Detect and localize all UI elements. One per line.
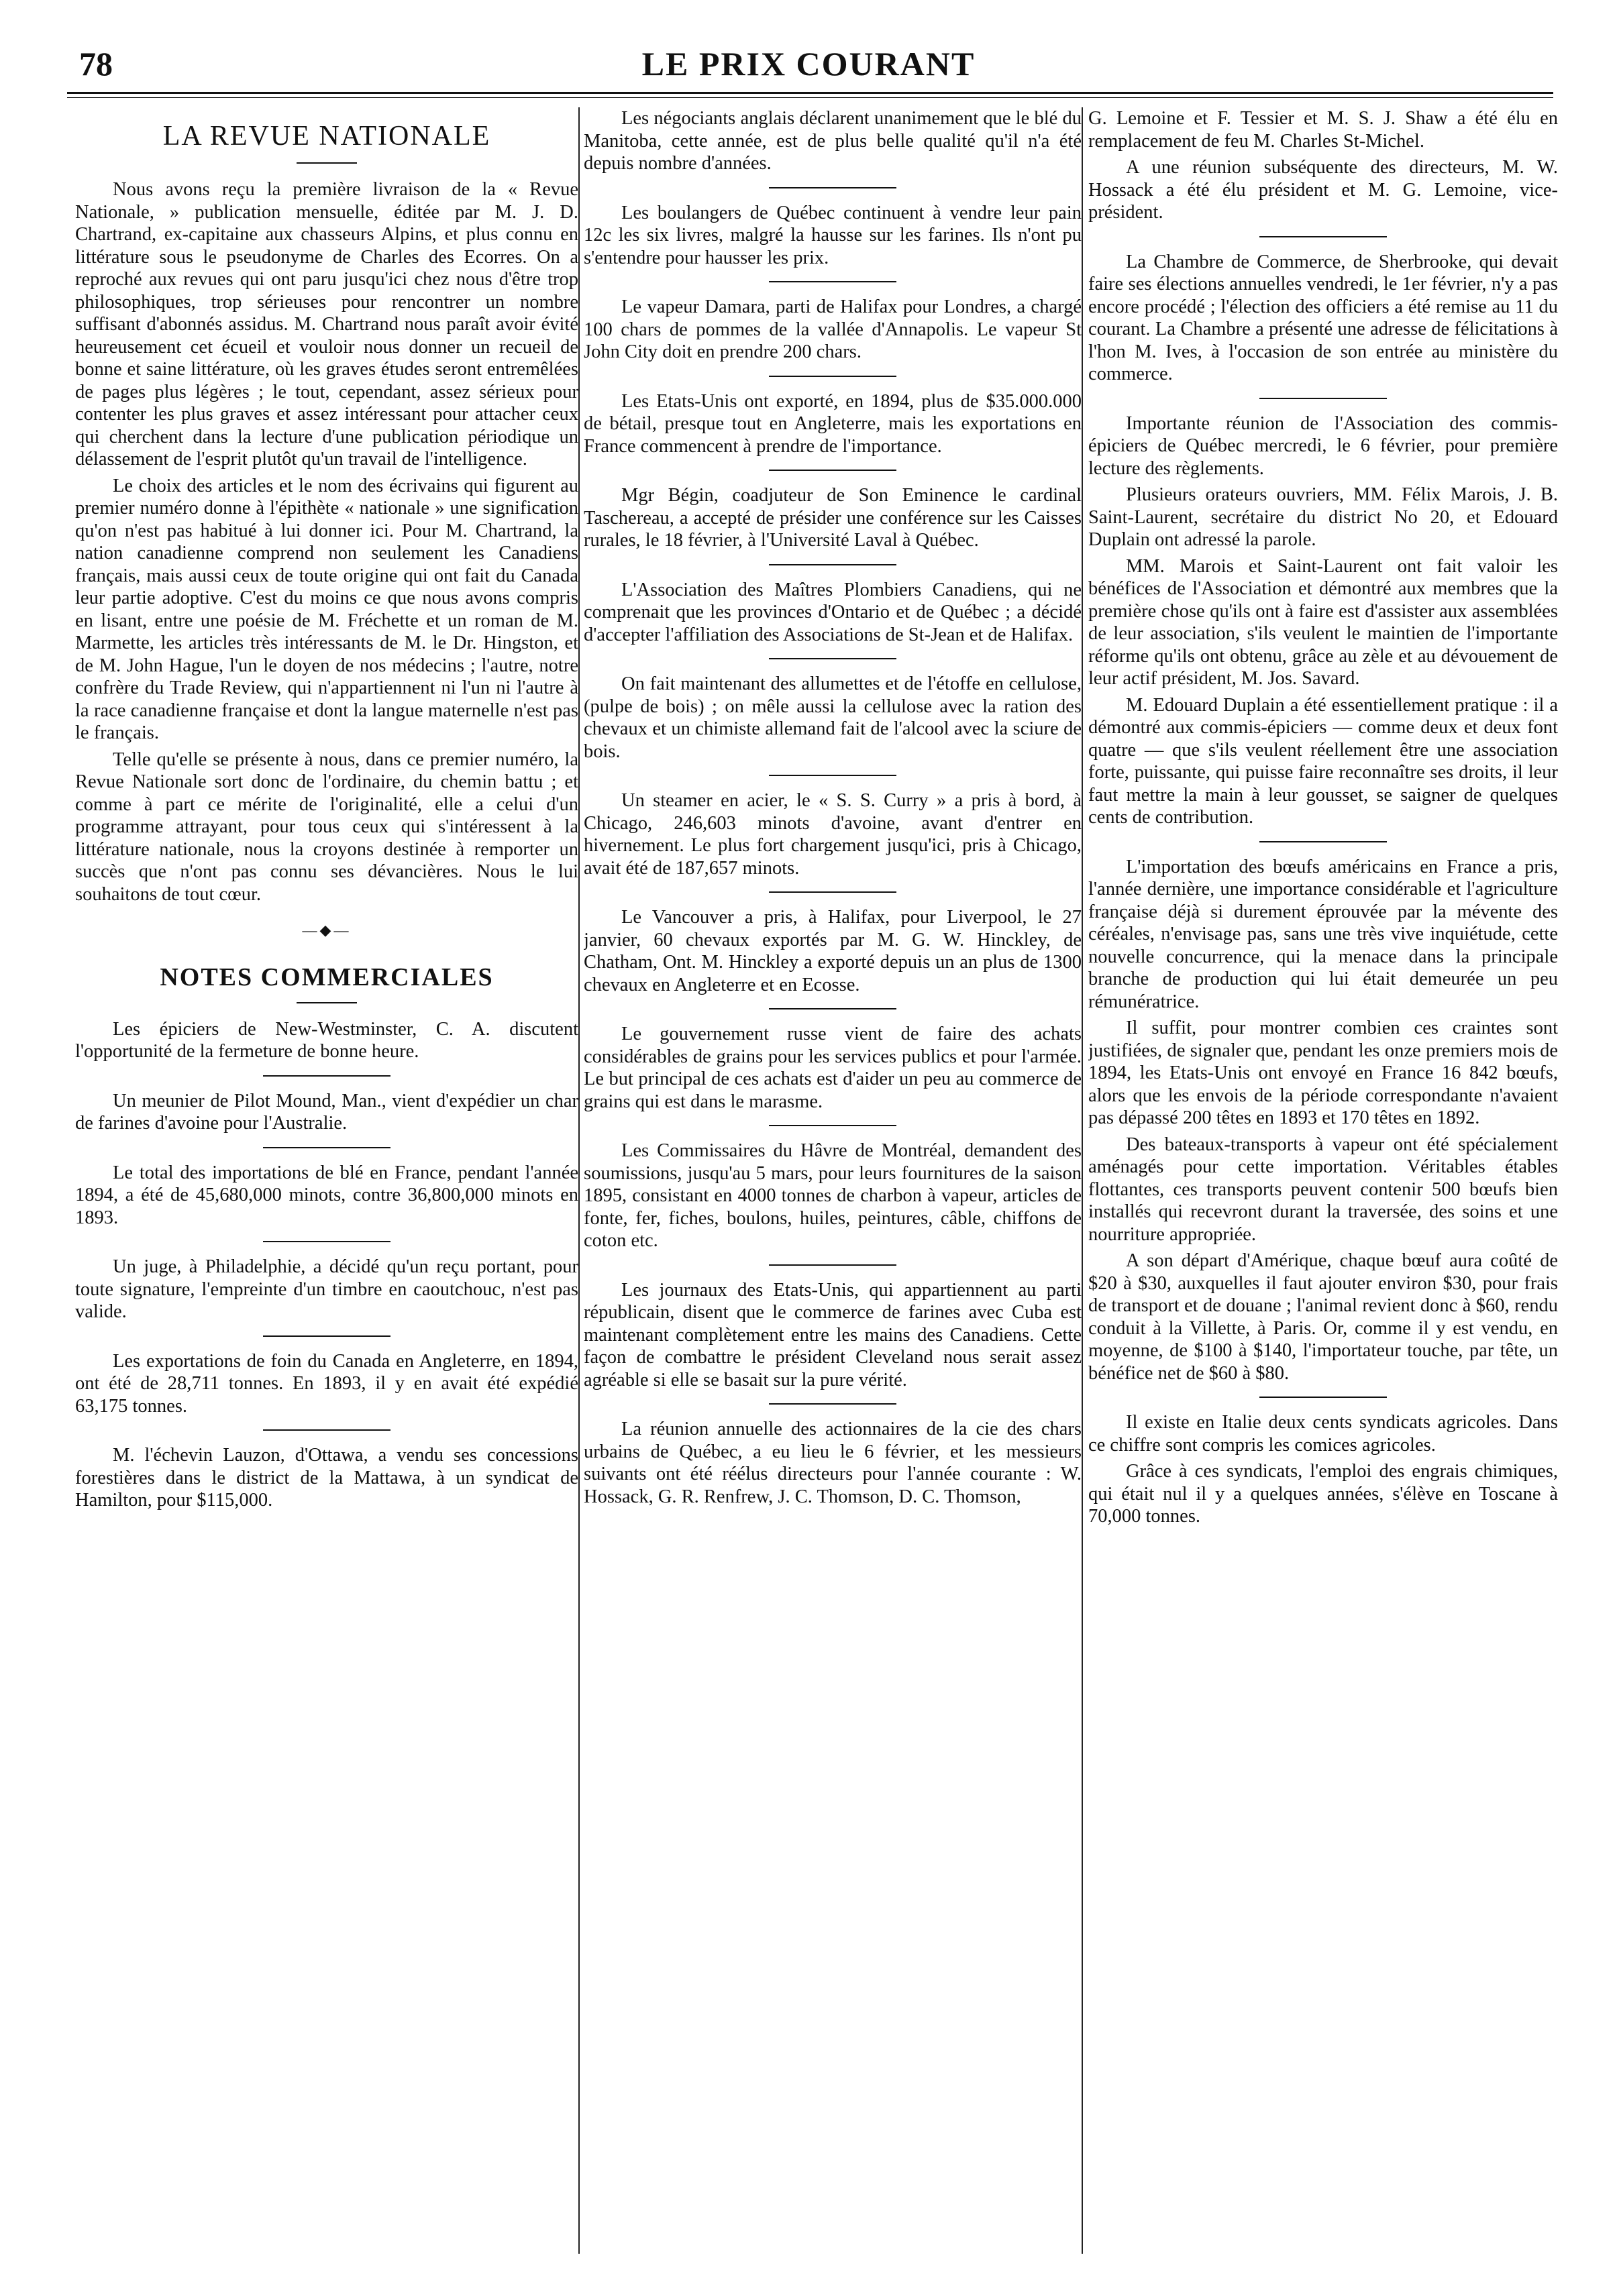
- item-separator: [263, 1075, 390, 1077]
- item-separator: [263, 1429, 390, 1431]
- news-item: La réunion annuelle des actionnaires de la cie des chars urbains de Québec, a eu lieu le 6 février, et les messieurs suivants ont été réélus directeurs pour l'année courante : W. Hossack, G. R. Renfrew, J. C. Thomson, D. C. Thomson,: [584, 1419, 1082, 1507]
- news-item: L'importation des bœufs américains en France a pris, l'année dernière, une importance considérable et l'agriculture française déjà si durement éprouvée par la mévente des céréales, n'envisage pas, sans une très vive inquiétude, cette nouvelle concurrence, qui la menace dans la principale branche de production qui lui était demeurée un peu rémunératrice.: [1088, 856, 1558, 1012]
- item-separator: [769, 891, 896, 893]
- news-item: Un meunier de Pilot Mound, Man., vient d'expédier un char de farines d'avoine pour l'Australie.: [75, 1090, 578, 1134]
- item-separator: [769, 564, 896, 565]
- news-item: Grâce à ces syndicats, l'emploi des engrais chimiques, qui était nul il y a quelques années, s'élève en Toscane à 70,000 tonnes.: [1088, 1461, 1558, 1527]
- item-separator: [1259, 236, 1387, 237]
- item-separator: [769, 1125, 896, 1126]
- column-left: [75, 107, 578, 2254]
- news-item: La Chambre de Commerce, de Sherbrooke, qui devait faire ses élections annuelles vendredi, le 1er février, n'y a pas encore procédé ; l'élection des officiers a été remise au 11 du courant. La Chambre a présenté une adresse de félicitations à l'hon M. Ives, à l'occasion de son entrée au ministère du commerce.: [1088, 251, 1558, 384]
- section-title-revue-nationale: LA REVUE NATIONALE: [162, 121, 491, 152]
- news-item: Les négociants anglais déclarent unanimement que le blé du Manitoba, cette année, est de plus belle qualité qu'il n'a été depuis nombre d'années.: [584, 108, 1082, 174]
- news-item: Le Vancouver a pris, à Halifax, pour Liverpool, le 27 janvier, 60 chevaux exportés par M. G. W. Hinckley, de Chatham, Ont. M. Hinckley a exporté depuis un an plus de 1300 chevaux en Angleterre et en Ecosse.: [584, 907, 1082, 995]
- news-item: Un steamer en acier, le « S. S. Curry » a pris à bord, à Chicago, 246,603 minots d'avoine, avant d'entrer en hivernement. Le plus fort chargement jusqu'ici, pris à Chicago, avait été de 187,657 minots.: [584, 790, 1082, 879]
- item-separator: [263, 1147, 390, 1148]
- news-item: Il existe en Italie deux cents syndicats agricoles. Dans ce chiffre sont compris les comices agricoles.: [1088, 1412, 1558, 1456]
- section-title-notes-commerciales: NOTES COMMERCIALES: [160, 963, 494, 991]
- item-separator: [769, 187, 896, 188]
- news-item-continued: G. Lemoine et F. Tessier et M. S. J. Shaw a été élu en remplacement de feu M. Charles St-Michel.: [1088, 108, 1558, 152]
- item-separator: [1259, 1397, 1387, 1398]
- news-item: Un juge, à Philadelphie, a décidé qu'un reçu portant, pour toute signature, l'empreinte d'un timbre en caoutchouc, n'est pas valide.: [75, 1256, 578, 1322]
- page-number: 78: [79, 45, 113, 83]
- news-item: Les épiciers de New-Westminster, C. A. discutent l'opportunité de la fermeture de bonne heure.: [75, 1018, 578, 1062]
- news-item: A une réunion subséquente des directeurs, M. W. Hossack a été élu président et M. G. Lemoine, vice-président.: [1088, 157, 1558, 223]
- item-separator: [263, 1335, 390, 1337]
- header-rule: [67, 92, 1553, 94]
- news-item: L'Association des Maîtres Plombiers Canadiens, qui ne comprenait que les provinces d'Ontario et de Québec ; a décidé d'accepter l'affiliation des Associations de St-Jean et de Halifax.: [584, 579, 1082, 645]
- news-item: Les Etats-Unis ont exporté, en 1894, plus de $35.000.000 de bétail, presque tout en Angleterre, mais les exportations en France commencent à prendre de l'importance.: [584, 390, 1082, 457]
- item-separator: [769, 1403, 896, 1405]
- item-separator: [769, 1008, 896, 1009]
- column-right: [1088, 107, 1558, 2254]
- news-item: On fait maintenant des allumettes et de l'étoffe en cellulose, (pulpe de bois) ; on mêle aussi la cellulose avec la ration des chevaux et un chimiste allemand fait de l'alcool avec la sciure de bois.: [584, 673, 1082, 762]
- news-item: M. l'échevin Lauzon, d'Ottawa, a vendu ses concessions forestières dans le district de la Mattawa, à un syndicat de Hamilton, pour $115,000.: [75, 1445, 578, 1511]
- column-divider: [578, 107, 580, 2254]
- news-item: Les journaux des Etats-Unis, qui appartiennent au parti républicain, disent que le commerce de farines avec Cuba est maintenant complètement entre les mains des Canadiens. Cette façon de combattre le président Cleveland nous serait assez agréable si elle se basait sur la pure vérité.: [584, 1279, 1082, 1390]
- news-item: MM. Marois et Saint-Laurent ont fait valoir les bénéfices de l'Association et démontré aux membres que la première chose qu'ils ont à faire est d'assister aux assemblées de leur association, s'ils veulent le maintien de l'importante réforme qu'ils ont obtenu, grâce au zèle et au dévouement de leur actif président, M. Jos. Savard.: [1088, 555, 1558, 689]
- header-rule-thin: [67, 97, 1553, 98]
- ornament-divider: —◆—: [302, 922, 352, 938]
- news-item: Les Commissaires du Hâvre de Montréal, demandent des soumissions, jusqu'au 5 mars, pour leurs fournitures de la saison 1895, consistant en 4000 tonnes de charbon à vapeur, articles de fonte, fer, fiches, boulons, huiles, peintures, câble, chiffons de coton etc.: [584, 1140, 1082, 1251]
- item-separator: [1259, 841, 1387, 842]
- title-rule: [297, 162, 357, 164]
- news-item: Plusieurs orateurs ouvriers, MM. Félix Marois, J. B. Saint-Laurent, secrétaire du district No 20, et Edouard Duplain ont adressé la parole.: [1088, 484, 1558, 550]
- masthead: LE PRIX COURANT: [641, 45, 976, 83]
- news-item: M. Edouard Duplain a été essentiellement pratique : il a démontré aux commis-épiciers — comme deux et deux font quatre — que s'ils veulent réellement être une association forte, puissante, qui puisse faire reconnaître ses droits, il leur faut mettre la main à leur gousset, se saigner de quelques cents de contribution.: [1088, 694, 1558, 828]
- news-item: Le vapeur Damara, parti de Halifax pour Londres, a chargé 100 chars de pommes de la vallée d'Annapolis. Le vapeur St John City doit en prendre 200 chars.: [584, 296, 1082, 362]
- item-separator: [769, 1264, 896, 1266]
- title-rule: [297, 1002, 357, 1003]
- news-item: Des bateaux-transports à vapeur ont été spécialement aménagés pour cette importation. Véritables étables flottantes, ces transports peuvent contenir 500 bœufs bien installés qui recevront durant la traversée, des soins et une nourriture appropriée.: [1088, 1134, 1558, 1245]
- article-paragraph: Telle qu'elle se présente à nous, dans ce premier numéro, la Revue Nationale sort donc de l'ordinaire, du chemin battu ; et comme à part ce mérite de l'originalité, elle a celui d'un programme attrayant, pour tous ceux qui s'intéressent à la littérature nationale, nous la croyons destinée à remporter un succès que n'ont pas connu ses dévancières. Nous le lui souhaitons de tout cœur.: [75, 749, 578, 905]
- column-divider: [1082, 107, 1083, 2254]
- news-item: A son départ d'Amérique, chaque bœuf aura coûté de $20 à $30, auxquelles il faut ajouter environ $30, pour frais de transport et de douane ; l'animal revient donc à $60, rendu conduit à la Villette, à Paris. Or, comme il y est vendu, en moyenne, de $100 à $140, l'importateur touche, par tête, un bénéfice net de $60 à $80.: [1088, 1250, 1558, 1384]
- item-separator: [769, 775, 896, 776]
- news-item: Les boulangers de Québec continuent à vendre leur pain 12c les six livres, malgré la hausse sur les farines. Ils n'ont pu s'entendre pour hausser les prix.: [584, 202, 1082, 268]
- news-item: Il suffit, pour montrer combien ces craintes sont justifiées, de signaler que, pendant les onze premiers mois de 1894, les Etats-Unis ont envoyé en France 16 842 bœufs, alors que les envois de la période correspondante n'avaient pas dépassé 200 têtes en 1893 et 170 têtes en 1892.: [1088, 1018, 1558, 1128]
- item-separator: [769, 658, 896, 659]
- article-paragraph: Nous avons reçu la première livraison de la « Revue Nationale, » publication mensuelle, éditée par M. J. D. Chartrand, ex-capitaine aux chasseurs Alpins, et plus connu en littérature sous le pseudonyme de Charles des Ecorres. On a reproché aux revues qui ont paru jusqu'ici chez nous d'être trop philosophiques, trop sérieuses pour rencontrer un nombre suffisant d'abonnés assidus. M. Chartrand nous paraît avoir évité heureusement cet écueil et vouloir nous donner un recueil de bonne et saine littérature, où les graves études seront entremêlées de pages plus légères ; le tout, cependant, assez sérieux pour contenter les plus graves et assez intéressant pour attacher ceux qui cherchent dans la lecture d'une publication périodique un délassement de l'esprit plutôt qu'un travail de l'intelligence.: [75, 179, 578, 470]
- news-item: Mgr Bégin, coadjuteur de Son Eminence le cardinal Taschereau, a accepté de présider une conférence sur les Caisses rurales, le 18 février, à l'Université Laval à Québec.: [584, 485, 1082, 551]
- item-separator: [1259, 398, 1387, 399]
- news-item: Le total des importations de blé en France, pendant l'année 1894, a été de 45,680,000 minots, contre 36,800,000 minots en 1893.: [75, 1162, 578, 1228]
- news-item: Les exportations de foin du Canada en Angleterre, en 1894, ont été de 28,711 tonnes. En 1893, il y en avait été expédié 63,175 tonnes.: [75, 1350, 578, 1417]
- item-separator: [769, 470, 896, 471]
- news-item: Le gouvernement russe vient de faire des achats considérables de grains pour les services publics et pour l'armée. Le but principal de ces achats est d'aider un peu au commerce de grains qui est dans le marasme.: [584, 1024, 1082, 1112]
- news-item: Importante réunion de l'Association des commis-épiciers de Québec mercredi, le 6 février, pour première lecture des règlements.: [1088, 413, 1558, 479]
- item-separator: [769, 281, 896, 282]
- item-separator: [769, 376, 896, 377]
- article-paragraph: Le choix des articles et le nom des écrivains qui figurent au premier numéro donne à l'épithète « nationale » une signification qu'on n'est pas habitué à lui donner ici. Pour M. Chartrand, la nation canadienne comprend non seulement les Canadiens français, mais aussi ceux de toute origine qui ont fait du Canada leur partie adoptive. C'est du moins ce que nous avons compris en lisant, entre une poésie de M. Fréchette et un roman de M. Marmette, les articles très intéressants de M. le Dr. Hingston, et de M. John Hague, l'un le doyen de nos médecins ; l'autre, notre confrère du Trade Review, qui n'appartiennent ni l'un ni l'autre à la race canadienne française et dont la langue maternelle n'est pas le français.: [75, 475, 578, 743]
- item-separator: [263, 1241, 390, 1242]
- column-middle: [584, 107, 1082, 2254]
